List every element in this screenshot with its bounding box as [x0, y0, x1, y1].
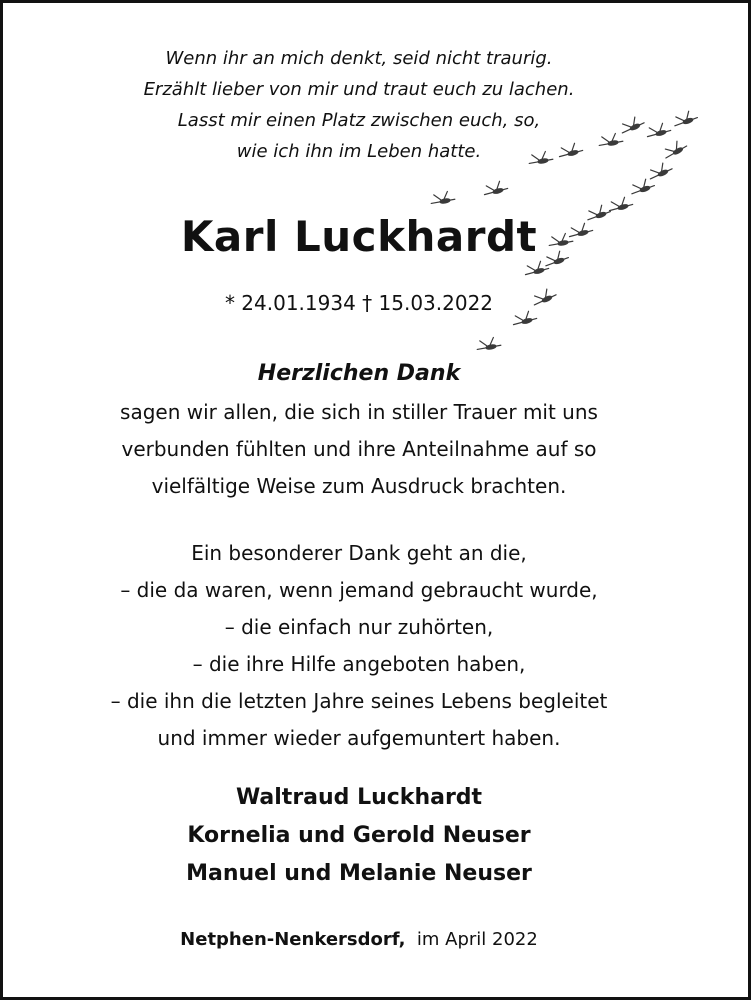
- text-line: vielfältige Weise zum Ausdruck brachten.: [151, 474, 567, 498]
- family-member: Manuel und Melanie Neuser: [186, 861, 532, 886]
- text-line: Ein besonderer Dank geht an die,: [191, 541, 527, 565]
- deceased-name: Karl Luckhardt: [180, 212, 538, 261]
- crane-icon: [528, 150, 554, 165]
- place-and-date: [3, 925, 715, 955]
- text-line: und immer wieder aufgemuntert haben.: [157, 726, 561, 750]
- date: im April 2022: [416, 929, 538, 950]
- text-line: – die da waren, wenn jemand gebraucht wurde,: [120, 578, 598, 602]
- crane-icon: [672, 109, 698, 128]
- family-signatures: [3, 779, 715, 893]
- thanks-heading: Herzlichen Dank: [257, 361, 461, 386]
- thanks-paragraph: [3, 394, 715, 505]
- crane-icon: [482, 180, 508, 197]
- crane-icon: [476, 336, 502, 351]
- crane-icon: [629, 177, 655, 196]
- text-line: – die ihre Hilfe angeboten haben,: [192, 652, 526, 676]
- life-dates: * 24.01.1934 † 15.03.2022: [224, 291, 494, 315]
- poem-line: Wenn ihr an mich denkt, seid nicht traurig.: [165, 48, 553, 69]
- text-line: – die ihn die letzten Jahre seines Lebens begleitet: [110, 689, 608, 713]
- poem-line: Lasst mir einen Platz zwischen euch, so,: [177, 110, 541, 131]
- place: Netphen-Nenkersdorf,: [180, 929, 406, 950]
- text-line: – die einfach nur zuhörten,: [224, 615, 494, 639]
- family-member: Waltraud Luckhardt: [235, 785, 483, 810]
- crane-icon: [598, 132, 624, 147]
- crane-icon: [661, 138, 687, 160]
- poem-line: Erzählt lieber von mir und traut euch zu lachen.: [143, 79, 575, 100]
- text-line: sagen wir allen, die sich in stiller Trauer mit uns: [120, 400, 598, 424]
- crane-icon: [430, 190, 456, 205]
- crane-icon: [619, 115, 645, 135]
- crane-icon: [647, 161, 673, 181]
- special-thanks-paragraph: [3, 535, 715, 757]
- crane-icon: [557, 142, 583, 159]
- family-member: Kornelia und Gerold Neuser: [187, 823, 531, 848]
- poem-line: wie ich ihn im Leben hatte.: [236, 141, 482, 162]
- crane-icon: [645, 122, 671, 139]
- text-line: verbunden fühlten und ihre Anteilnahme auf so: [121, 437, 597, 461]
